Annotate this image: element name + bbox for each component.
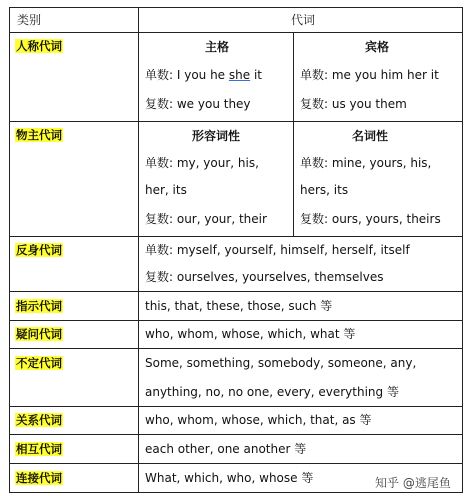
reciprocal-list: each other, one another 等 (145, 442, 307, 456)
subheader-adjectival: 形容词性 (192, 129, 241, 143)
watermark: 知乎 @逃尾鱼 (375, 476, 451, 490)
reflexive-singular: 单数: myself, yourself, himself, herself, itself (145, 243, 410, 257)
possessive-singular-nom-cont: hers, its (300, 183, 349, 197)
pronoun-table (9, 7, 463, 493)
personal-singular-objective: 单数: me you him her it (300, 68, 439, 82)
demonstrative-list: this, that, these, those, such 等 (145, 299, 333, 313)
header-pronoun: 代词 (291, 13, 316, 27)
category-possessive: 物主代词 (16, 128, 62, 142)
subheader-nominal: 名词性 (352, 129, 389, 143)
possessive-plural-adj: 复数: our, your, their (145, 212, 267, 226)
reflexive-plural: 复数: ourselves, yourselves, themselves (145, 270, 384, 284)
personal-singular-nominative: 单数: I you he she it (145, 68, 262, 82)
possessive-plural-nom: 复数: ours, yours, theirs (300, 212, 441, 226)
category-reflexive: 反身代词 (16, 243, 62, 257)
indefinite-line-1: Some, something, somebody, someone, any, (145, 356, 417, 370)
interrogative-list: who, whom, whose, which, what 等 (145, 327, 356, 341)
category-conjunctive: 连接代词 (16, 471, 62, 485)
possessive-singular-nom: 单数: mine, yours, his, (300, 156, 432, 170)
subheader-nominative: 主格 (205, 40, 230, 54)
personal-plural-objective: 复数: us you them (300, 97, 407, 111)
conjunctive-list: What, which, who, whose 等 (145, 471, 314, 485)
indefinite-line-2: anything, no, no one, every, everything 等 (145, 385, 399, 399)
category-indefinite: 不定代词 (16, 356, 62, 370)
category-reciprocal: 相互代词 (16, 442, 62, 456)
relative-list: who, whom, whose, which, that, as 等 (145, 413, 372, 427)
category-personal: 人称代词 (16, 39, 62, 53)
header-category: 类别 (17, 13, 42, 27)
category-demonstrative: 指示代词 (16, 299, 62, 313)
subheader-objective: 宾格 (365, 40, 390, 54)
possessive-singular-adj-cont: her, its (145, 183, 187, 197)
category-relative: 关系代词 (16, 413, 62, 427)
possessive-singular-adj: 单数: my, your, his, (145, 156, 259, 170)
personal-plural-nominative: 复数: we you they (145, 97, 251, 111)
category-interrogative: 疑问代词 (16, 327, 62, 341)
